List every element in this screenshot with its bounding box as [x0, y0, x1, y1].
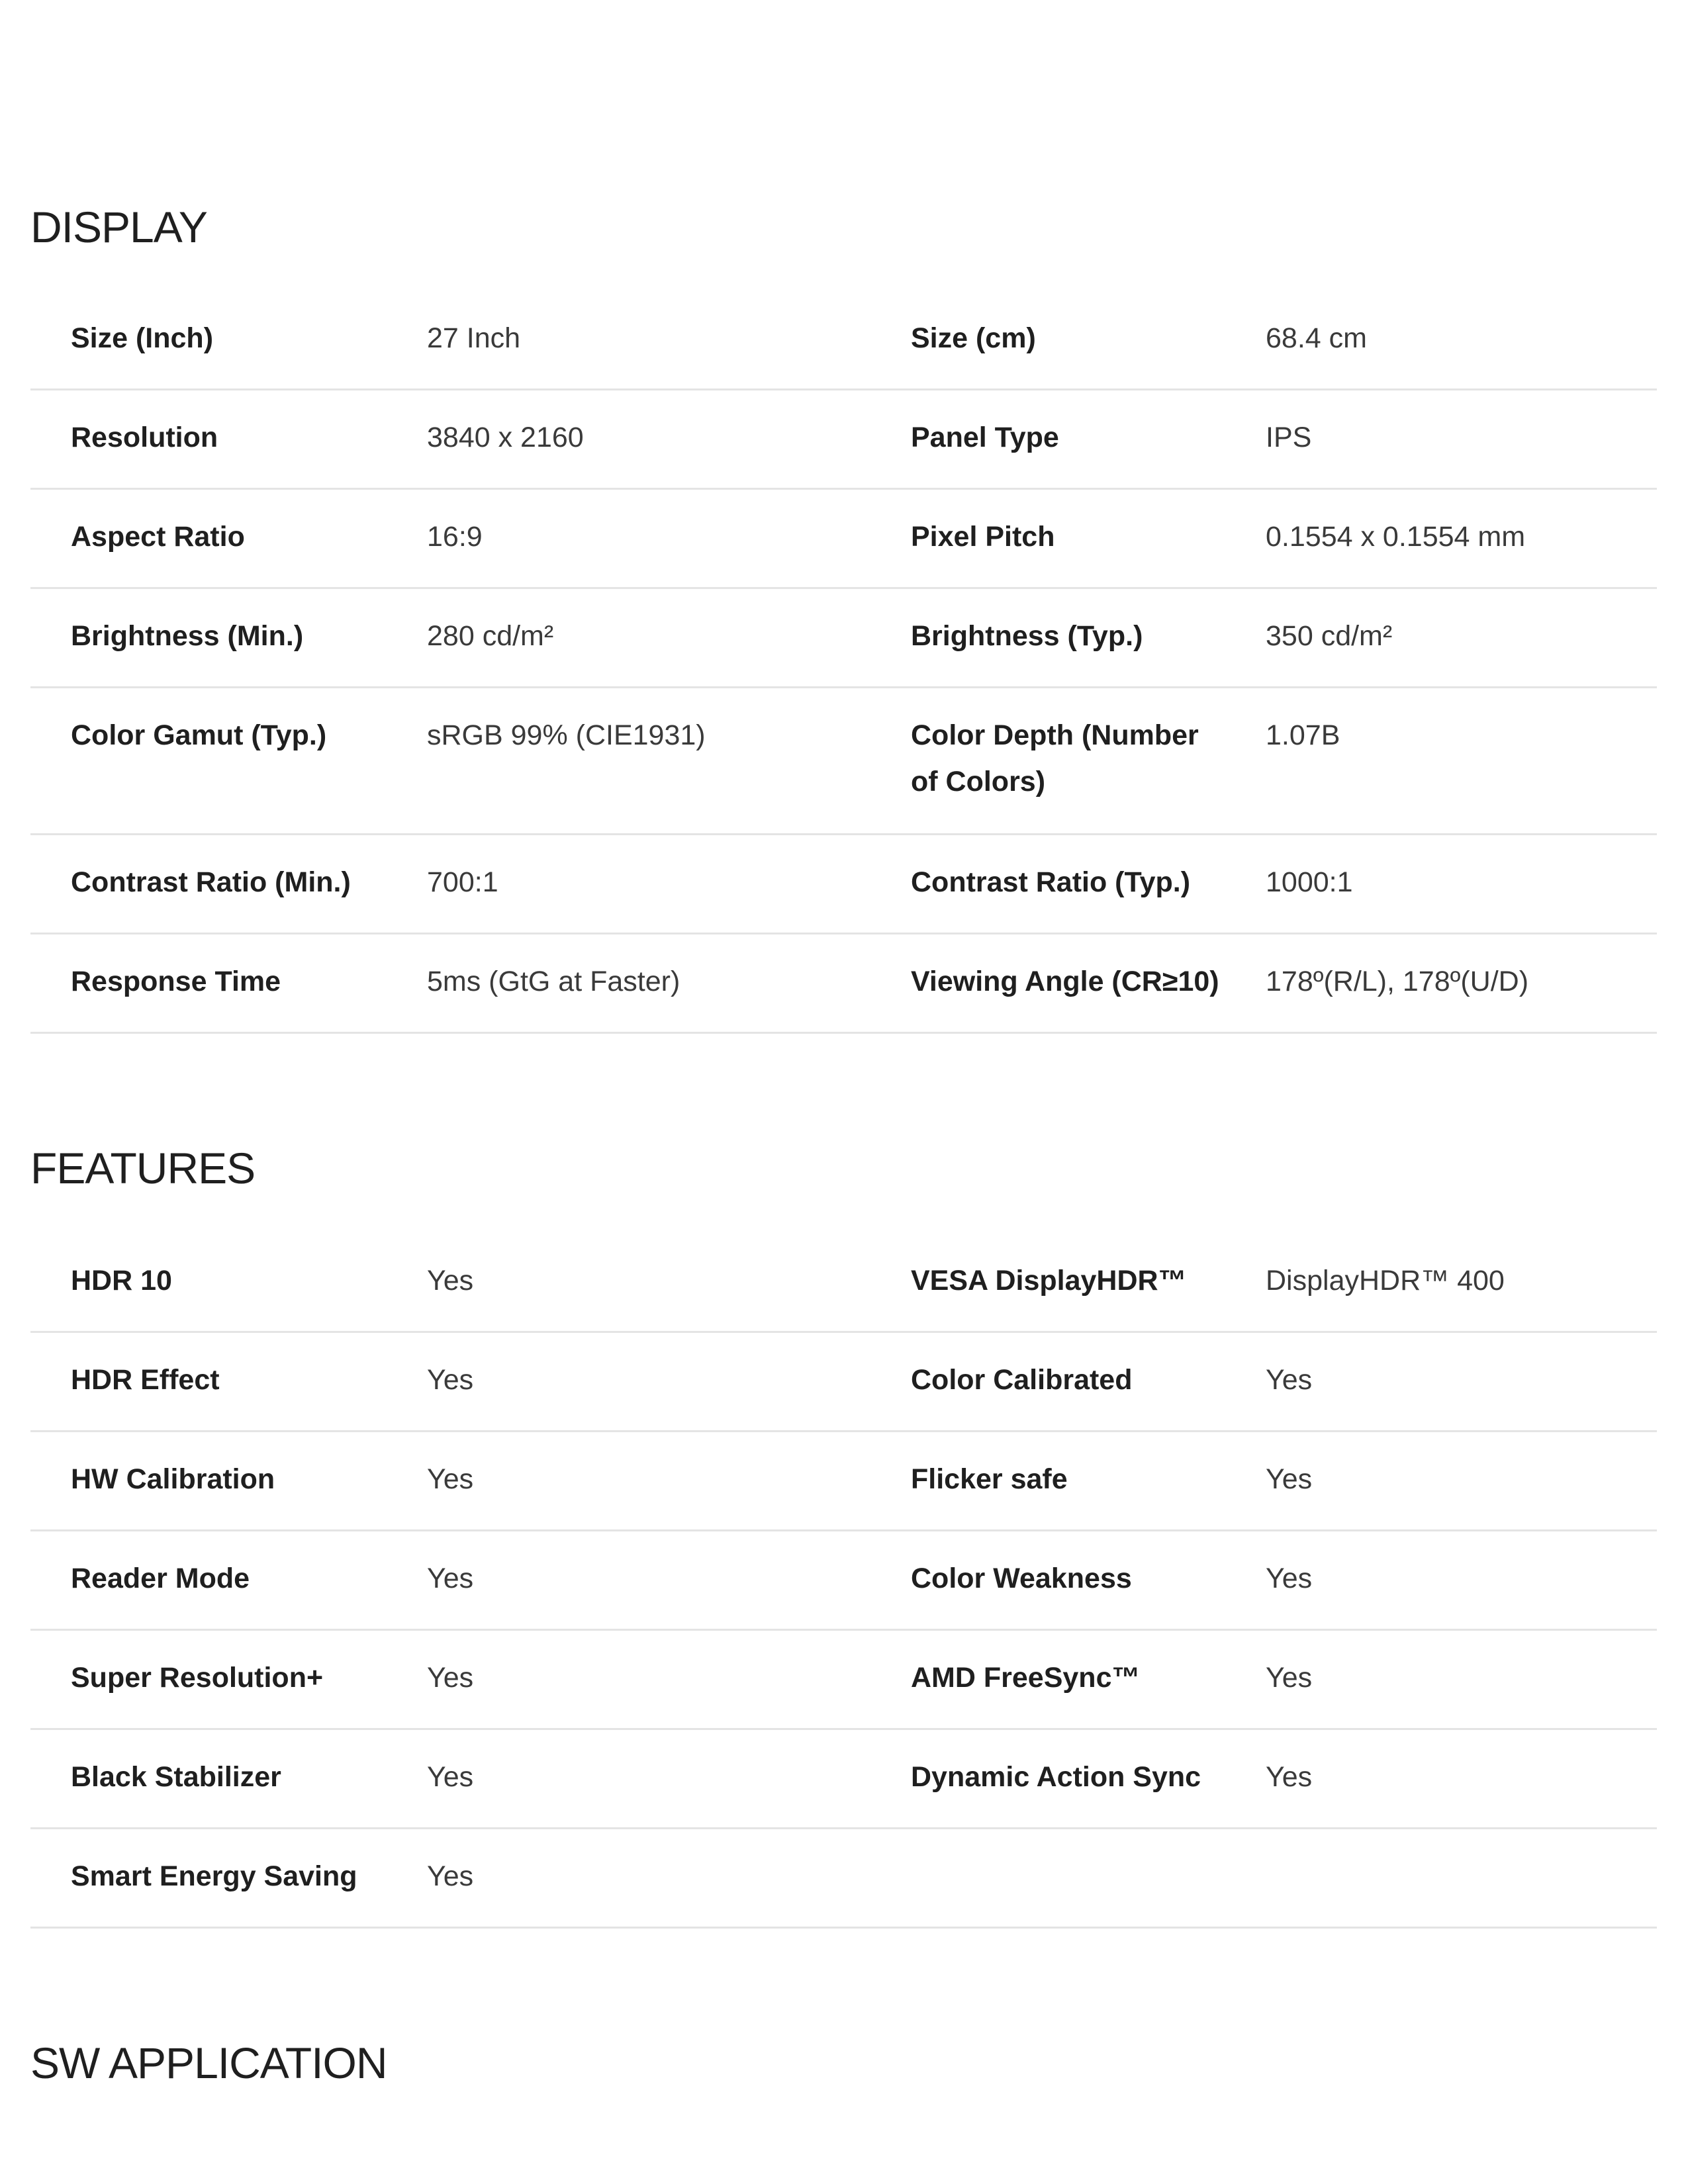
- table-row: [30, 688, 1657, 835]
- spec-label: HDR 10: [71, 1265, 172, 1297]
- spec-label: Pixel Pitch: [911, 521, 1055, 553]
- spec-label: Response Time: [71, 966, 281, 997]
- spec-value: Yes: [427, 1463, 474, 1495]
- spec-value: Yes: [427, 1563, 474, 1594]
- spec-value: Yes: [427, 1364, 474, 1396]
- spec-value: 5ms (GtG at Faster): [427, 966, 680, 997]
- spec-label: Color Gamut (Typ.): [71, 719, 327, 751]
- spec-label: Size (Inch): [71, 322, 214, 354]
- spec-value: Yes: [427, 1662, 474, 1694]
- table-row: [30, 490, 1657, 589]
- spec-value: 178º(R/L), 178º(U/D): [1266, 966, 1529, 997]
- spec-value: 1.07B: [1266, 719, 1340, 751]
- spec-label: Super Resolution+: [71, 1662, 324, 1694]
- spec-label: Color Depth (Number of Colors): [911, 719, 1199, 797]
- table-row: [30, 1333, 1657, 1432]
- spec-value: 1000:1: [1266, 866, 1353, 898]
- table-row: [30, 390, 1657, 490]
- spec-label: Viewing Angle (CR≥10): [911, 966, 1219, 997]
- spec-value: 280 cd/m²: [427, 620, 554, 652]
- spec-value: Yes: [1266, 1662, 1313, 1694]
- spec-label: Flicker safe: [911, 1463, 1068, 1495]
- spec-label: Smart Energy Saving: [71, 1860, 357, 1892]
- spec-value: 350 cd/m²: [1266, 620, 1393, 652]
- table-row: [30, 1631, 1657, 1730]
- spec-value: 27 Inch: [427, 322, 521, 354]
- table-row: [30, 1432, 1657, 1531]
- spec-label: Resolution: [71, 422, 218, 453]
- spec-label: Contrast Ratio (Typ.): [911, 866, 1191, 898]
- spec-label: VESA DisplayHDR™: [911, 1265, 1187, 1297]
- section-title-display: DISPLAY: [30, 203, 207, 251]
- spec-label: Brightness (Typ.): [911, 620, 1143, 652]
- spec-label: Reader Mode: [71, 1563, 250, 1594]
- spec-value: 0.1554 x 0.1554 mm: [1266, 521, 1526, 553]
- spec-label: Black Stabilizer: [71, 1761, 281, 1793]
- spec-label: AMD FreeSync™: [911, 1662, 1141, 1694]
- spec-value: 700:1: [427, 866, 498, 898]
- spec-value: Yes: [1266, 1761, 1313, 1793]
- spec-label: Size (cm): [911, 322, 1036, 354]
- spec-label: HDR Effect: [71, 1364, 220, 1396]
- spec-value: Yes: [427, 1761, 474, 1793]
- spec-label: Panel Type: [911, 422, 1059, 453]
- spec-value: Yes: [1266, 1364, 1313, 1396]
- spec-label: Dynamic Action Sync: [911, 1761, 1201, 1793]
- spec-table-features: [30, 1257, 1657, 1929]
- spec-value: Yes: [1266, 1463, 1313, 1495]
- spec-label: Aspect Ratio: [71, 521, 245, 553]
- spec-label: Contrast Ratio (Min.): [71, 866, 351, 898]
- spec-label: Brightness (Min.): [71, 620, 304, 652]
- spec-value: Yes: [427, 1265, 474, 1297]
- spec-label: Color Calibrated: [911, 1364, 1133, 1396]
- spec-value: sRGB 99% (CIE1931): [427, 719, 706, 751]
- table-row: [30, 1257, 1657, 1333]
- spec-value: IPS: [1266, 422, 1312, 453]
- spec-value: Yes: [1266, 1563, 1313, 1594]
- table-row: [30, 1829, 1657, 1929]
- spec-table-display: [30, 315, 1657, 1034]
- table-row: [30, 589, 1657, 688]
- table-row: [30, 1531, 1657, 1631]
- table-row: [30, 934, 1657, 1034]
- section-title-features: FEATURES: [30, 1144, 256, 1193]
- spec-label: HW Calibration: [71, 1463, 275, 1495]
- spec-value: Yes: [427, 1860, 474, 1892]
- section-title-sw-application: SW APPLICATION: [30, 2038, 387, 2087]
- spec-value: 3840 x 2160: [427, 422, 584, 453]
- spec-value: 16:9: [427, 521, 483, 553]
- table-row: [30, 1730, 1657, 1829]
- spec-value: 68.4 cm: [1266, 322, 1367, 354]
- table-row: [30, 315, 1657, 390]
- spec-label: Color Weakness: [911, 1563, 1132, 1594]
- table-row: [30, 835, 1657, 934]
- spec-value: DisplayHDR™ 400: [1266, 1265, 1505, 1297]
